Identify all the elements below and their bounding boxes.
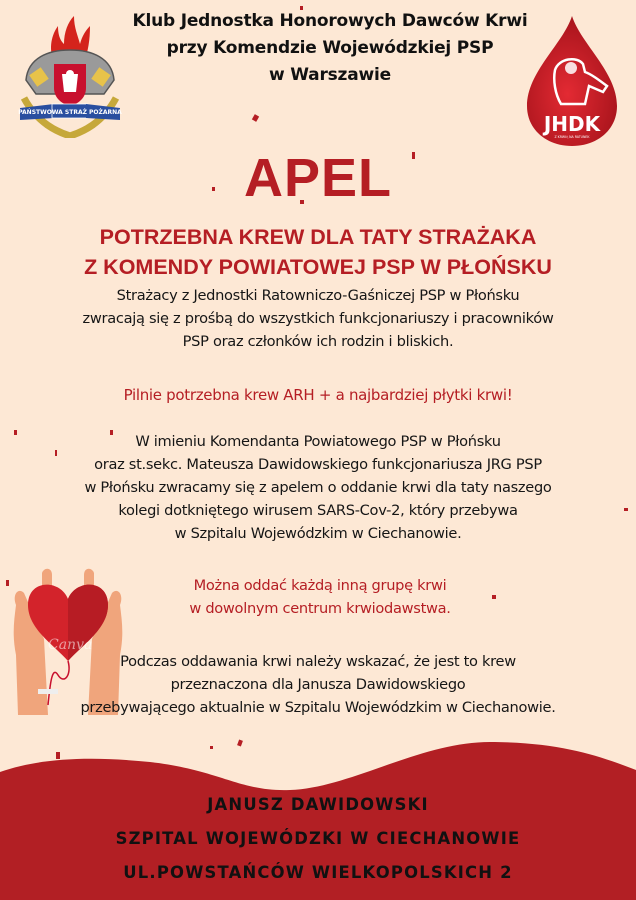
paragraph-line: w Płońsku zwracamy się z apelem o oddanie krwi dla taty naszego	[84, 479, 552, 496]
subtitle-line: Z KOMENDY POWIATOWEJ PSP W PŁOŃSKU	[84, 255, 552, 279]
paragraph-line: przeznaczona dla Janusza Dawidowskiego	[170, 676, 466, 693]
club-title-line: Klub Jednostka Honorowych Dawców Krwi	[132, 11, 528, 31]
jhdk-blood-drop-icon	[525, 14, 619, 148]
paragraph-line: przebywającego aktualnie w Szpitalu Wojewódzkim w Ciechanowie.	[80, 699, 556, 716]
svg-text:JHDK: JHDK	[543, 112, 601, 136]
subtitle-line: POTRZEBNA KREW DLA TATY STRAŻAKA	[99, 225, 537, 249]
paragraph-line: Strażacy z Jednostki Ratowniczo-Gaśniczej PSP w Płońsku	[116, 287, 520, 304]
note-line: w dowolnym centrum krwiodawstwa.	[189, 600, 451, 617]
svg-text:Canva: Canva	[48, 637, 93, 653]
paragraph-line: w Szpitalu Wojewódzkim w Ciechanowie.	[174, 525, 462, 542]
donation-note	[70, 574, 570, 620]
footer-address	[0, 788, 636, 890]
svg-text:Z KRWIĄ NA RATUNEK: Z KRWIĄ NA RATUNEK	[554, 135, 590, 139]
urgent-notice: Pilnie potrzebna krew ARH + a najbardziej płytki krwi!	[123, 386, 513, 404]
paragraph-line: Podczas oddawania krwi należy wskazać, że jest to krew	[120, 653, 516, 670]
footer-line: UL.POWSTAŃCÓW WIELKOPOLSKICH 2	[123, 863, 513, 882]
club-title-line: w Warszawie	[269, 65, 391, 85]
note-line: Można oddać każdą inną grupę krwi	[193, 577, 447, 594]
state-fire-service-emblem-icon	[18, 14, 122, 138]
paint-speck	[252, 114, 259, 122]
appeal-paragraph	[0, 430, 636, 545]
paragraph-line: zwracają się z prośbą do wszystkich funkcjonariuszy i pracowników	[82, 310, 554, 327]
instruction-paragraph	[0, 650, 636, 719]
paragraph-line: W imieniu Komendanta Powiatowego PSP w Płońsku	[135, 433, 501, 450]
headline: APEL	[243, 148, 393, 208]
svg-text:PAŃSTWOWA STRAŻ POŻARNA: PAŃSTWOWA STRAŻ POŻARNA	[18, 109, 122, 116]
subtitle	[0, 222, 636, 282]
paragraph-line: oraz st.sekc. Mateusza Dawidowskiego funkcjonariusza JRG PSP	[94, 456, 542, 473]
club-title	[130, 8, 530, 89]
club-title-line: przy Komendzie Wojewódzkiej PSP	[166, 38, 494, 58]
intro-paragraph	[0, 284, 636, 353]
footer-line: SZPITAL WOJEWÓDZKI W CIECHANOWIE	[115, 829, 521, 848]
paragraph-line: PSP oraz członków ich rodzin i bliskich.	[182, 333, 454, 350]
footer-line: JANUSZ DAWIDOWSKI	[207, 795, 429, 814]
paragraph-line: kolegi dotkniętego wirusem SARS-Cov-2, który przebywa	[118, 502, 518, 519]
